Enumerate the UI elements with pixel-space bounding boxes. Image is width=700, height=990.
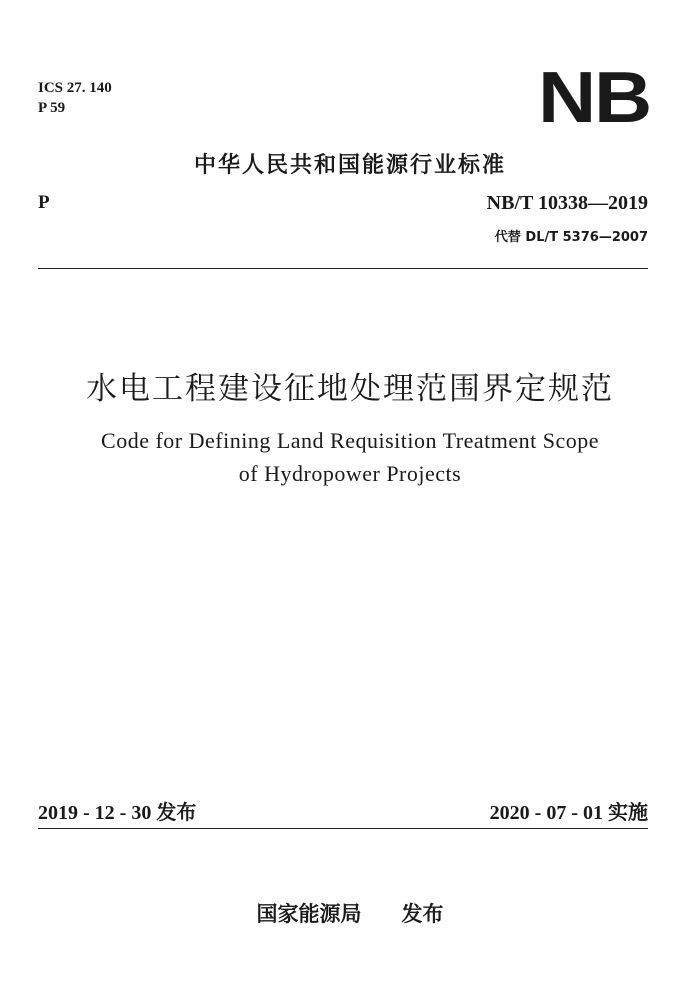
standard-number: NB/T 10338—2019 — [486, 192, 648, 214]
publisher-name: 国家能源局 — [256, 902, 362, 926]
issue-date-block — [38, 796, 196, 825]
issue-label: 发布 — [156, 800, 197, 824]
document-title-english-line1: Code for Defining Land Requisition Treatment Scope — [101, 428, 599, 453]
document-title-english-line2: of Hydropower Projects — [238, 461, 462, 486]
footer-divider — [38, 828, 648, 829]
ics-code: ICS 27. 140 — [38, 80, 112, 96]
class-code: P 59 — [38, 100, 66, 116]
replaces-standard: 代替 DL/T 5376—2007 — [494, 230, 648, 245]
implement-date-block — [490, 796, 648, 825]
nb-logo: NB — [538, 58, 650, 138]
implement-date: 2020 - 07 - 01 — [489, 802, 603, 824]
ics-code-block — [38, 78, 112, 118]
industry-standard-title: 中华人民共和国能源行业标准 — [193, 153, 506, 178]
classification-letter: P — [38, 192, 50, 213]
implement-label: 实施 — [608, 800, 648, 824]
publisher-action: 发布 — [401, 902, 444, 926]
header-divider — [38, 268, 648, 269]
document-title-chinese: 水电工程建设征地处理范围界定规范 — [86, 371, 614, 407]
issue-date: 2019 - 12 - 30 — [38, 802, 152, 824]
publisher-block — [0, 898, 700, 928]
